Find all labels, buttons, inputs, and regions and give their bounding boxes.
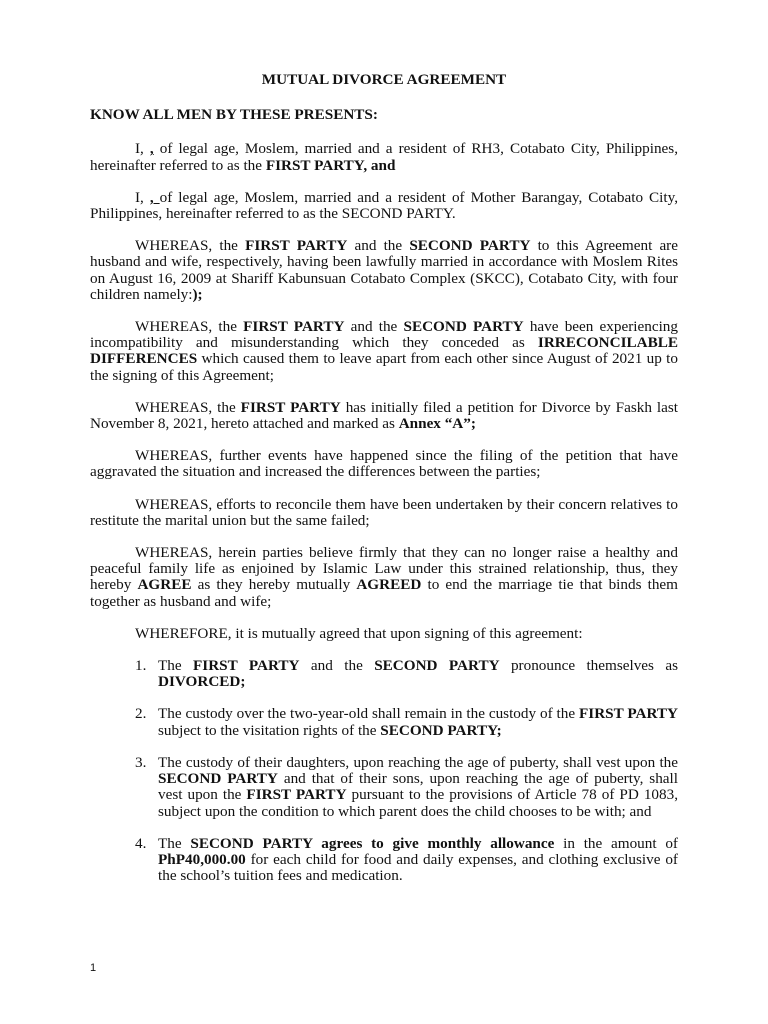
paragraph-first-party: I, , of legal age, Moslem, married and a resident of RH3, Cotabato City, Philippines, hereinafter referred to as the FIRST PARTY, and (90, 140, 678, 174)
paragraph-second-party: I, , of legal age, Moslem, married and a resident of Mother Barangay, Cotabato City, Philippines, hereinafter referred to as the SECOND PARTY. (90, 188, 679, 223)
paragraph-whereas-marriage: WHEREAS, the FIRST PARTY and the SECOND PARTY to this Agreement are husband and wife, respectively, having been lawfully married in accordance with Moslem Rites on August 16, 2009 at Shariff Kabunsuan Cotabato Complex (SKCC), Cotabato City, with four children namely:); (90, 237, 678, 303)
list-item: 1. The FIRST PARTY and the SECOND PARTY pronounce themselves as DIVORCED; (135, 657, 678, 691)
paragraph-whereas-petition: WHEREAS, the FIRST PARTY has initially filed a petition for Divorce by Faskh last November 8, 2021, hereto attached and marked as Annex “A”; (90, 398, 678, 433)
name-blank: , (149, 140, 154, 158)
document-heading: KNOW ALL MEN BY THESE PRESENTS: (90, 106, 378, 124)
page-number: 1 (90, 962, 97, 974)
agreement-terms-list (90, 658, 678, 884)
paragraph-wherefore: WHEREFORE, it is mutually agreed that upon signing of this agreement: (135, 624, 583, 642)
list-item: 3. The custody of their daughters, upon reaching the age of puberty, shall vest upon the SECOND PARTY and that of their sons, upon reaching the age of puberty, shall vest upon the FIRST PARTY pursuant to the provisions of Article 78 of PD 1083, subject upon the condition to which parent does the child chooses to be with; and (135, 753, 678, 820)
paragraph-whereas-agree: WHEREAS, herein parties believe firmly that they can no longer raise a healthy and peaceful family life as enjoined by Islamic Law under this strained relationship, thus, they hereby AGREE as they hereby mutually AGREED to end the marriage tie that binds them together as husband and wife; (90, 544, 678, 610)
list-item: 2. The custody over the two-year-old shall remain in the custody of the FIRST PARTY subject to the visitation rights of the SECOND PARTY; (135, 705, 679, 739)
paragraph-whereas-events: WHEREAS, further events have happened since the filing of the petition that have aggravated the situation and increased the differences between the parties; (90, 447, 678, 481)
paragraph-whereas-differences: WHEREAS, the FIRST PARTY and the SECOND PARTY have been experiencing incompatibility and misunderstanding which they conceded as IRRECONCILABLE DIFFERENCES which caused them to leave apart from each other since August of 2021 up to the signing of this Agreement; (90, 318, 678, 384)
name-blank: , (149, 188, 160, 206)
paragraph-whereas-reconcile: WHEREAS, efforts to reconcile them have been undertaken by their concern relatives to restitute the marital union but the same failed; (90, 495, 678, 529)
list-item: 4. The SECOND PARTY agrees to give monthly allowance in the amount of PhP40,000.00 for each child for food and daily expenses, and clothing exclusive of the school’s tuition fees and medication. (135, 834, 678, 885)
document-title: MUTUAL DIVORCE AGREEMENT (261, 71, 507, 88)
